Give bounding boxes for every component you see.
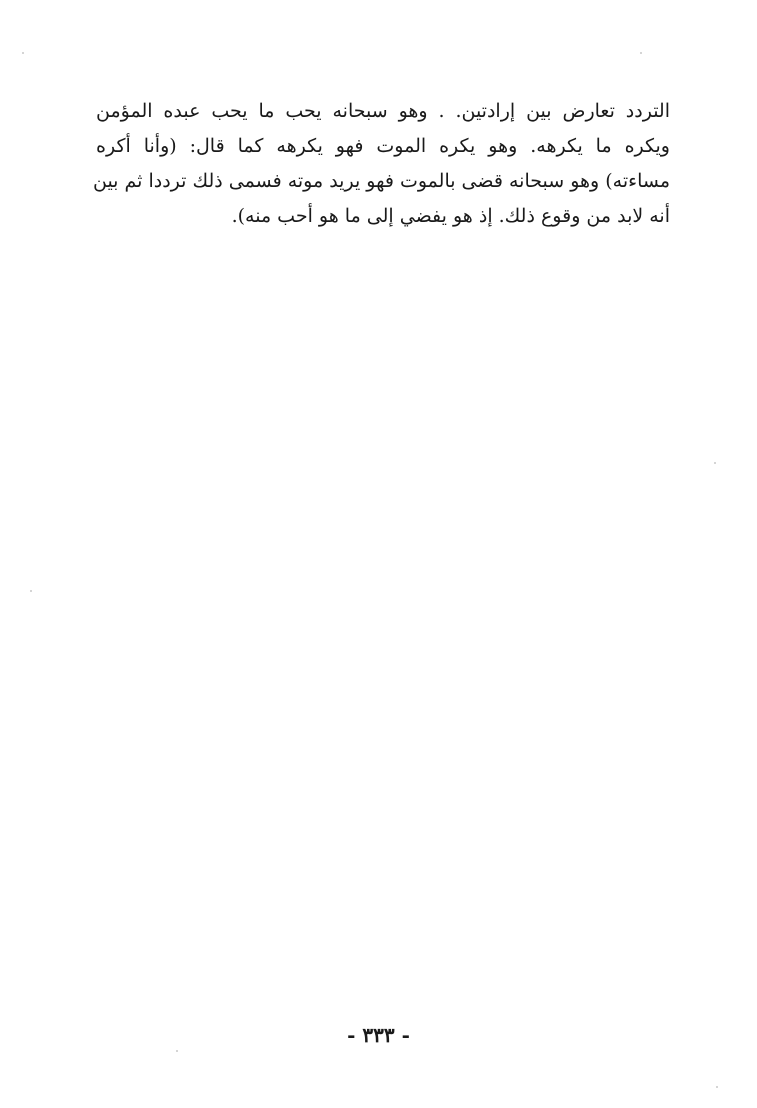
scan-speck [640, 52, 642, 54]
scan-speck [22, 52, 24, 54]
scan-speck [716, 1086, 718, 1088]
scan-speck [176, 1050, 178, 1052]
text-line-1: التردد تعارض بين إرادتين. . وهو سبحانه يحب ما يحب عبده المؤمن [96, 100, 670, 122]
scan-speck [714, 462, 716, 464]
text-line-2: ويكره ما يكرهه. وهو يكره الموت فهو يكرهه كما قال: (وأنا أكره [96, 135, 670, 157]
main-text [92, 94, 670, 234]
text-line-4: أنه لابد من وقوع ذلك. إذ هو يفضي إلى ما هو أحب منه). [231, 205, 670, 227]
scan-speck [30, 590, 32, 592]
page-number: - ٣٣٣ - [347, 1023, 410, 1047]
text-line-3: مساءته) وهو سبحانه قضى بالموت فهو يريد موته فسمى ذلك ترددا ثم بين [92, 170, 670, 192]
